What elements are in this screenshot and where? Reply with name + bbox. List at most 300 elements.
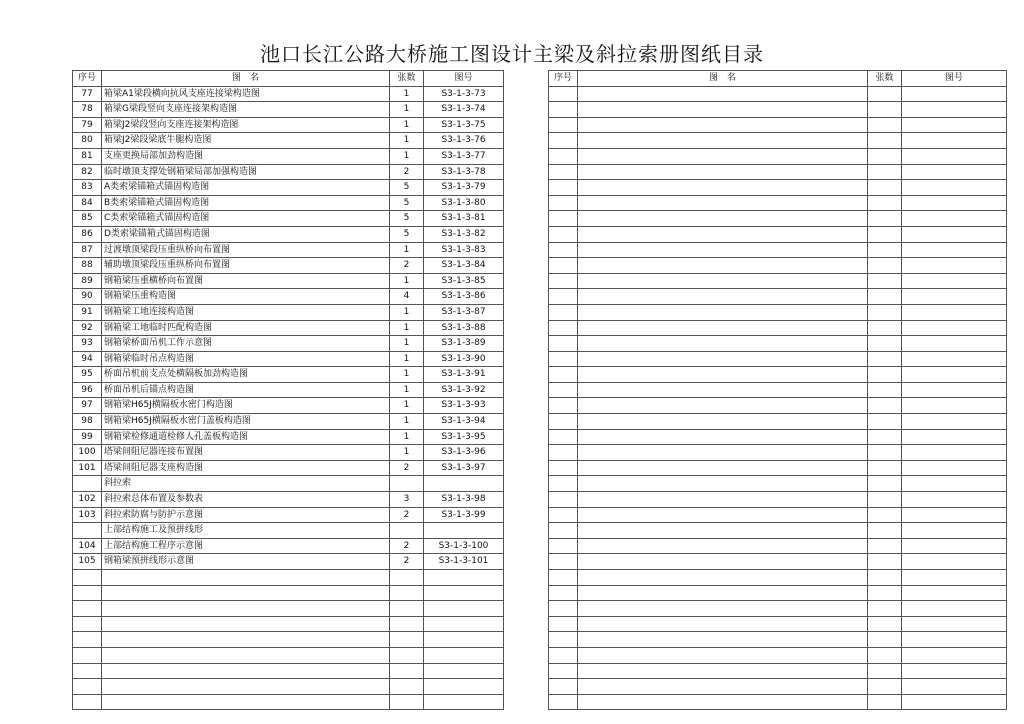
- table-row: [73, 507, 504, 523]
- sheet-count: 5: [390, 180, 424, 196]
- table-row: [549, 86, 1007, 102]
- table-row: [549, 273, 1007, 289]
- table-row: [549, 538, 1007, 554]
- sheet-count: 1: [390, 351, 424, 367]
- row-number: 95: [73, 367, 102, 383]
- row-number: 79: [73, 117, 102, 133]
- drawing-code: S3-1-3-91: [424, 367, 504, 383]
- drawing-code: [902, 647, 1007, 663]
- section-heading: 上部结构施工及预拼线形: [102, 523, 390, 539]
- sheet-count: 1: [390, 242, 424, 258]
- drawing-code: S3-1-3-76: [424, 133, 504, 149]
- sheet-count: [868, 86, 902, 102]
- drawing-name: D类索梁锚箱式锚固构造图: [102, 226, 390, 242]
- drawing-name: [578, 507, 868, 523]
- sheet-count: 2: [390, 460, 424, 476]
- row-number: 86: [73, 226, 102, 242]
- row-number: [549, 601, 578, 617]
- sheet-count: [868, 647, 902, 663]
- drawing-code: [424, 694, 504, 710]
- drawing-code: [902, 117, 1007, 133]
- drawing-name: [102, 585, 390, 601]
- table-row: [549, 164, 1007, 180]
- drawing-name: 上部结构施工程序示意图: [102, 538, 390, 554]
- drawing-code: [902, 148, 1007, 164]
- row-number: [549, 507, 578, 523]
- drawing-name: [578, 226, 868, 242]
- drawing-name: [578, 398, 868, 414]
- sheet-count: [868, 211, 902, 227]
- drawing-code: [902, 585, 1007, 601]
- table-row: [73, 242, 504, 258]
- drawing-name: [578, 86, 868, 102]
- row-number: [73, 694, 102, 710]
- drawing-code: [902, 351, 1007, 367]
- sheet-count: [868, 429, 902, 445]
- table-row: [549, 398, 1007, 414]
- drawing-code: [902, 102, 1007, 118]
- drawing-name: [578, 694, 868, 710]
- sheet-count: [868, 133, 902, 149]
- table-row: [73, 679, 504, 695]
- header-code: 图号: [424, 71, 504, 87]
- row-number: [549, 211, 578, 227]
- sheet-count: 1: [390, 273, 424, 289]
- drawing-code: S3-1-3-82: [424, 226, 504, 242]
- drawing-name: [102, 632, 390, 648]
- drawing-name: [578, 133, 868, 149]
- table-row: [549, 585, 1007, 601]
- row-number: 91: [73, 304, 102, 320]
- drawing-name: B类索梁锚箱式锚固构造图: [102, 195, 390, 211]
- drawing-name: 塔梁间阻尼器连接布置图: [102, 445, 390, 461]
- drawing-name: [578, 538, 868, 554]
- header-count: 张数: [390, 71, 424, 87]
- table-row: [73, 414, 504, 430]
- drawing-code: S3-1-3-85: [424, 273, 504, 289]
- table-row: [73, 398, 504, 414]
- table-row: [73, 445, 504, 461]
- catalog-table-right: [548, 70, 1007, 710]
- table-row: [73, 460, 504, 476]
- drawing-code: [424, 523, 504, 539]
- table-row: [73, 523, 504, 539]
- drawing-code: S3-1-3-84: [424, 258, 504, 274]
- table-row: [549, 102, 1007, 118]
- drawing-name: [578, 242, 868, 258]
- row-number: [549, 382, 578, 398]
- drawing-code: [902, 211, 1007, 227]
- drawing-name: A类索梁锚箱式锚固构造图: [102, 180, 390, 196]
- row-number: 85: [73, 211, 102, 227]
- sheet-count: 1: [390, 102, 424, 118]
- row-number: 89: [73, 273, 102, 289]
- row-number: 100: [73, 445, 102, 461]
- header-no: 序号: [549, 71, 578, 87]
- sheet-count: 1: [390, 336, 424, 352]
- row-number: [73, 476, 102, 492]
- drawing-name: [578, 476, 868, 492]
- drawing-code: [902, 86, 1007, 102]
- drawing-name: 过渡墩顶梁段压重纵桥向布置图: [102, 242, 390, 258]
- table-row: [549, 117, 1007, 133]
- drawing-code: S3-1-3-77: [424, 148, 504, 164]
- drawing-name: [578, 304, 868, 320]
- row-number: [73, 601, 102, 617]
- drawing-name: 斜拉索总体布置及参数表: [102, 492, 390, 508]
- table-row: [549, 694, 1007, 710]
- sheet-count: [868, 351, 902, 367]
- sheet-count: [390, 679, 424, 695]
- drawing-name: 支座更换局部加劲构造图: [102, 148, 390, 164]
- table-row: [549, 351, 1007, 367]
- drawing-name: [102, 679, 390, 695]
- sheet-count: [868, 336, 902, 352]
- sheet-count: 5: [390, 195, 424, 211]
- drawing-name: 钢箱梁桥面吊机工作示意图: [102, 336, 390, 352]
- sheet-count: [868, 554, 902, 570]
- drawing-code: [902, 429, 1007, 445]
- sheet-count: 5: [390, 211, 424, 227]
- table-row: [73, 180, 504, 196]
- row-number: [549, 460, 578, 476]
- row-number: 90: [73, 289, 102, 305]
- page-title: 池口长江公路大桥施工图设计主梁及斜拉索册图纸目录: [260, 42, 764, 66]
- row-number: [549, 320, 578, 336]
- row-number: [73, 616, 102, 632]
- sheet-count: [868, 476, 902, 492]
- drawing-name: [578, 195, 868, 211]
- table-row: [73, 211, 504, 227]
- sheet-count: [868, 117, 902, 133]
- sheet-count: 2: [390, 258, 424, 274]
- drawing-code: S3-1-3-87: [424, 304, 504, 320]
- table-row: [549, 148, 1007, 164]
- row-number: 102: [73, 492, 102, 508]
- header-no: 序号: [73, 71, 102, 87]
- drawing-code: [424, 585, 504, 601]
- drawing-code: [902, 507, 1007, 523]
- row-number: [549, 414, 578, 430]
- drawing-code: [424, 476, 504, 492]
- header-name: 图 名: [102, 71, 390, 87]
- sheet-count: [868, 601, 902, 617]
- drawing-code: [902, 632, 1007, 648]
- table-row: [73, 476, 504, 492]
- drawing-name: [578, 492, 868, 508]
- table-row: [73, 289, 504, 305]
- drawing-code: S3-1-3-73: [424, 86, 504, 102]
- drawing-code: [902, 601, 1007, 617]
- table-row: [73, 616, 504, 632]
- sheet-count: [868, 492, 902, 508]
- sheet-count: [868, 663, 902, 679]
- drawing-code: [902, 336, 1007, 352]
- sheet-count: [390, 663, 424, 679]
- drawing-code: S3-1-3-81: [424, 211, 504, 227]
- sheet-count: [868, 507, 902, 523]
- drawing-name: [578, 320, 868, 336]
- drawing-name: [578, 102, 868, 118]
- table-header-row: [73, 71, 504, 87]
- row-number: 82: [73, 164, 102, 180]
- sheet-count: [868, 585, 902, 601]
- sheet-count: [868, 414, 902, 430]
- row-number: [549, 647, 578, 663]
- table-row: [549, 476, 1007, 492]
- table-row: [73, 632, 504, 648]
- table-row: [549, 679, 1007, 695]
- sheet-count: 4: [390, 289, 424, 305]
- drawing-code: S3-1-3-96: [424, 445, 504, 461]
- drawing-code: [902, 273, 1007, 289]
- drawing-code: [902, 694, 1007, 710]
- sheet-count: 2: [390, 538, 424, 554]
- drawing-code: S3-1-3-78: [424, 164, 504, 180]
- drawing-name: 辅助墩顶梁段压重纵桥向布置图: [102, 258, 390, 274]
- section-heading: 斜拉索: [102, 476, 390, 492]
- drawing-code: [424, 647, 504, 663]
- drawing-name: [102, 601, 390, 617]
- table-row: [73, 663, 504, 679]
- row-number: [549, 242, 578, 258]
- table-row: [73, 258, 504, 274]
- table-row: [549, 507, 1007, 523]
- drawing-name: 箱梁J2梁段竖向支座连接架构造图: [102, 117, 390, 133]
- drawing-name: 钢箱梁工地连接构造图: [102, 304, 390, 320]
- table-row: [549, 211, 1007, 227]
- row-number: 98: [73, 414, 102, 430]
- row-number: 99: [73, 429, 102, 445]
- row-number: [549, 367, 578, 383]
- drawing-code: [902, 367, 1007, 383]
- sheet-count: [868, 445, 902, 461]
- sheet-count: [868, 632, 902, 648]
- table-row: [549, 554, 1007, 570]
- table-row: [73, 336, 504, 352]
- drawing-code: [424, 616, 504, 632]
- drawing-code: [902, 538, 1007, 554]
- row-number: [549, 273, 578, 289]
- drawing-code: [902, 476, 1007, 492]
- drawing-name: [578, 523, 868, 539]
- row-number: [549, 117, 578, 133]
- sheet-count: [868, 164, 902, 180]
- row-number: [73, 679, 102, 695]
- sheet-count: [390, 476, 424, 492]
- catalog-table-left: [72, 70, 504, 710]
- drawing-code: S3-1-3-98: [424, 492, 504, 508]
- drawing-name: [578, 570, 868, 586]
- drawing-name: 桥面吊机后锚点构造图: [102, 382, 390, 398]
- drawing-code: S3-1-3-92: [424, 382, 504, 398]
- row-number: [549, 258, 578, 274]
- sheet-count: 1: [390, 382, 424, 398]
- drawing-name: [578, 164, 868, 180]
- drawing-name: [578, 414, 868, 430]
- sheet-count: [868, 304, 902, 320]
- drawing-name: [102, 694, 390, 710]
- table-row: [549, 382, 1007, 398]
- row-number: [549, 679, 578, 695]
- sheet-count: [390, 570, 424, 586]
- drawing-code: [902, 133, 1007, 149]
- drawing-code: S3-1-3-88: [424, 320, 504, 336]
- row-number: [549, 180, 578, 196]
- drawing-name: 箱梁G梁段竖向支座连接架构造图: [102, 102, 390, 118]
- sheet-count: [868, 523, 902, 539]
- drawing-code: [902, 242, 1007, 258]
- table-row: [73, 601, 504, 617]
- sheet-count: 2: [390, 507, 424, 523]
- table-row: [73, 133, 504, 149]
- drawing-code: S3-1-3-95: [424, 429, 504, 445]
- row-number: [549, 538, 578, 554]
- row-number: 80: [73, 133, 102, 149]
- sheet-count: [868, 242, 902, 258]
- drawing-name: [578, 429, 868, 445]
- table-row: [549, 304, 1007, 320]
- table-row: [549, 445, 1007, 461]
- drawing-name: [578, 647, 868, 663]
- drawing-code: [902, 570, 1007, 586]
- row-number: [549, 445, 578, 461]
- table-row: [73, 554, 504, 570]
- table-row: [549, 367, 1007, 383]
- row-number: [549, 398, 578, 414]
- drawing-code: [424, 663, 504, 679]
- drawing-code: S3-1-3-93: [424, 398, 504, 414]
- sheet-count: [390, 632, 424, 648]
- drawing-name: [578, 601, 868, 617]
- row-number: 92: [73, 320, 102, 336]
- drawing-name: 箱梁A1梁段横向抗风支座连接梁构造图: [102, 86, 390, 102]
- sheet-count: [868, 102, 902, 118]
- sheet-count: [868, 382, 902, 398]
- row-number: [549, 476, 578, 492]
- table-row: [549, 460, 1007, 476]
- row-number: 103: [73, 507, 102, 523]
- drawing-name: [578, 554, 868, 570]
- table-row: [73, 148, 504, 164]
- drawing-name: 钢箱梁预拼线形示意图: [102, 554, 390, 570]
- table-row: [73, 195, 504, 211]
- row-number: [549, 554, 578, 570]
- drawing-name: 箱梁J2梁段梁底牛腿构造图: [102, 133, 390, 149]
- table-row: [73, 117, 504, 133]
- sheet-count: [868, 538, 902, 554]
- table-row: [73, 367, 504, 383]
- sheet-count: [868, 289, 902, 305]
- row-number: [549, 523, 578, 539]
- sheet-count: 5: [390, 226, 424, 242]
- row-number: [73, 632, 102, 648]
- row-number: [73, 647, 102, 663]
- drawing-code: [902, 679, 1007, 695]
- drawing-name: C类索梁锚箱式锚固构造图: [102, 211, 390, 227]
- sheet-count: 1: [390, 414, 424, 430]
- row-number: [549, 164, 578, 180]
- row-number: [549, 304, 578, 320]
- row-number: [549, 195, 578, 211]
- table-row: [549, 616, 1007, 632]
- sheet-count: [868, 320, 902, 336]
- row-number: 104: [73, 538, 102, 554]
- sheet-count: [390, 647, 424, 663]
- drawing-code: [902, 414, 1007, 430]
- drawing-name: [578, 336, 868, 352]
- table-row: [73, 694, 504, 710]
- table-row: [73, 86, 504, 102]
- row-number: 97: [73, 398, 102, 414]
- drawing-name: 临时墩顶支撑处钢箱梁局部加强构造图: [102, 164, 390, 180]
- row-number: 101: [73, 460, 102, 476]
- drawing-code: S3-1-3-79: [424, 180, 504, 196]
- sheet-count: 1: [390, 445, 424, 461]
- drawing-name: [578, 289, 868, 305]
- sheet-count: [868, 273, 902, 289]
- row-number: [549, 133, 578, 149]
- drawing-code: [902, 304, 1007, 320]
- table-row: [549, 226, 1007, 242]
- row-number: [549, 694, 578, 710]
- drawing-name: 钢箱梁临时吊点构造图: [102, 351, 390, 367]
- drawing-name: [578, 351, 868, 367]
- table-row: [73, 585, 504, 601]
- drawing-code: [902, 492, 1007, 508]
- row-number: [549, 148, 578, 164]
- sheet-count: [868, 195, 902, 211]
- table-row: [73, 164, 504, 180]
- table-row: [549, 258, 1007, 274]
- drawing-code: S3-1-3-99: [424, 507, 504, 523]
- drawing-code: [424, 679, 504, 695]
- sheet-count: [868, 226, 902, 242]
- sheet-count: 1: [390, 304, 424, 320]
- table-row: [549, 336, 1007, 352]
- drawing-name: [102, 570, 390, 586]
- row-number: [549, 86, 578, 102]
- sheet-count: [868, 460, 902, 476]
- sheet-count: 1: [390, 429, 424, 445]
- header-name: 图 名: [578, 71, 868, 87]
- drawing-name: 桥面吊机前支点处横隔板加劲构造图: [102, 367, 390, 383]
- drawing-name: [578, 616, 868, 632]
- table-row: [73, 492, 504, 508]
- row-number: [549, 585, 578, 601]
- drawing-name: 钢箱梁H65J横隔板水密门盖板构造图: [102, 414, 390, 430]
- row-number: [73, 570, 102, 586]
- sheet-count: 2: [390, 164, 424, 180]
- drawing-name: 钢箱梁压重横桥向布置图: [102, 273, 390, 289]
- drawing-code: [902, 320, 1007, 336]
- row-number: 105: [73, 554, 102, 570]
- sheet-count: [868, 616, 902, 632]
- sheet-count: [868, 679, 902, 695]
- drawing-name: [578, 211, 868, 227]
- drawing-name: [578, 273, 868, 289]
- row-number: 88: [73, 258, 102, 274]
- drawing-name: [578, 460, 868, 476]
- sheet-count: 1: [390, 148, 424, 164]
- row-number: [549, 336, 578, 352]
- drawing-code: S3-1-3-89: [424, 336, 504, 352]
- sheet-count: 1: [390, 86, 424, 102]
- drawing-name: 钢箱梁检修通道检修人孔盖板构造图: [102, 429, 390, 445]
- table-row: [73, 382, 504, 398]
- sheet-count: [868, 148, 902, 164]
- table-row: [549, 180, 1007, 196]
